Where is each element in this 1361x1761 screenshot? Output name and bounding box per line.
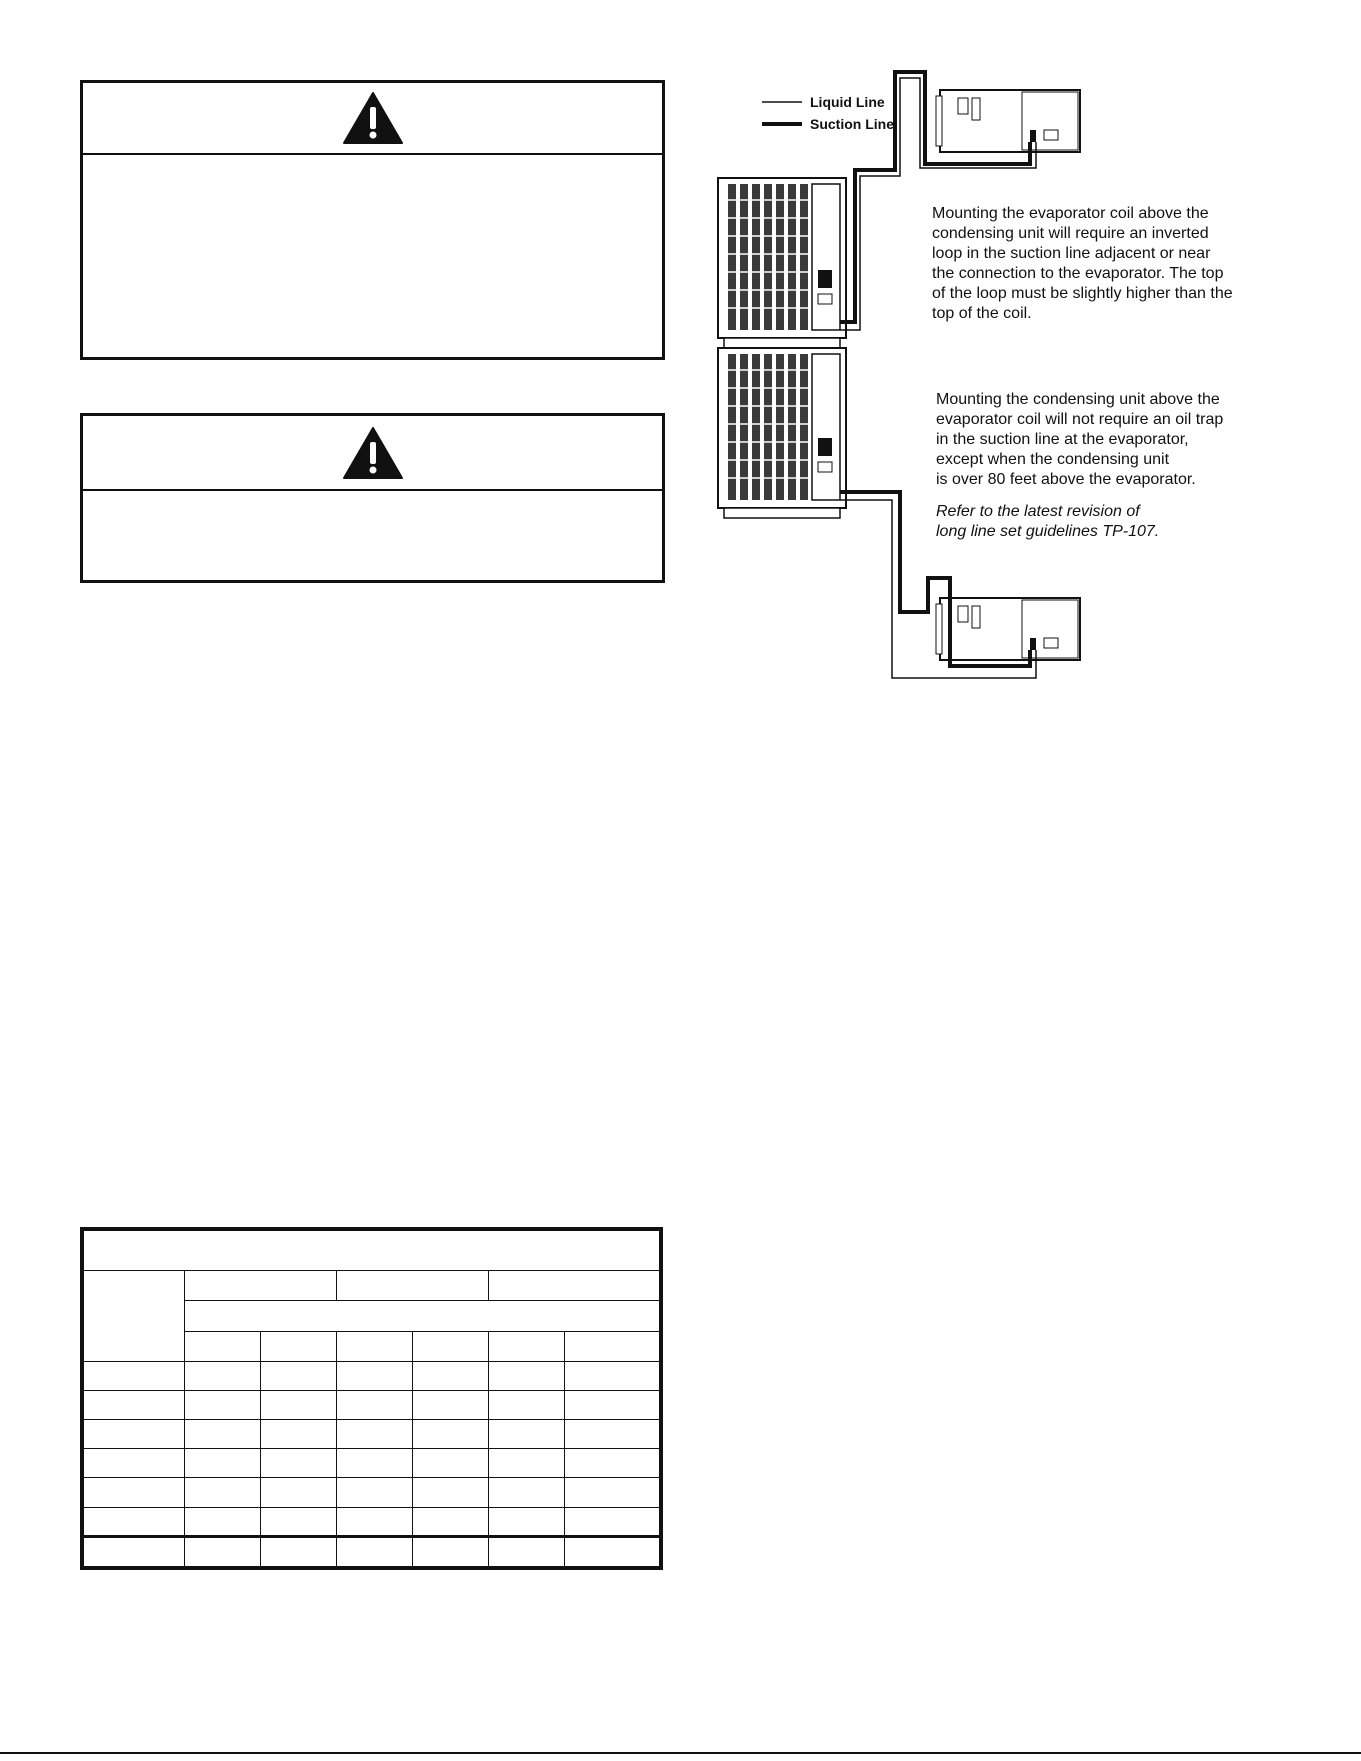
table-cell	[185, 1390, 261, 1419]
evaporator-coil-top	[936, 90, 1080, 152]
table-cell	[84, 1507, 185, 1536]
table-cell	[565, 1507, 660, 1536]
table-row	[84, 1507, 660, 1536]
table-cell	[84, 1361, 185, 1390]
spec-table-grid	[83, 1230, 660, 1567]
table-header-cell	[489, 1271, 660, 1301]
table-cell	[413, 1361, 489, 1390]
table-cell	[185, 1449, 261, 1478]
table-header-cell	[337, 1271, 489, 1301]
table-header-cell	[84, 1271, 185, 1362]
table-cell	[261, 1536, 337, 1566]
table-cell	[489, 1420, 565, 1449]
table-cell	[337, 1536, 413, 1566]
table-row	[84, 1478, 660, 1507]
table-cell	[261, 1449, 337, 1478]
table-cell	[84, 1449, 185, 1478]
condensing-unit-bottom	[718, 348, 846, 518]
table-cell	[185, 1420, 261, 1449]
table-cell	[413, 1449, 489, 1478]
table-cell	[489, 1361, 565, 1390]
table-cell	[261, 1507, 337, 1536]
table-cell	[413, 1507, 489, 1536]
table-cell	[565, 1420, 660, 1449]
table-cell	[185, 1478, 261, 1507]
table-cell	[565, 1390, 660, 1419]
table-cell	[337, 1420, 413, 1449]
table-cell	[84, 1478, 185, 1507]
table-cell	[413, 1390, 489, 1419]
warning-box-2	[80, 413, 665, 583]
table-header-cell	[261, 1331, 337, 1361]
table-cell	[565, 1536, 660, 1566]
legend-suction-line: Suction Line	[810, 116, 894, 132]
table-header-cell	[413, 1331, 489, 1361]
table-cell	[565, 1449, 660, 1478]
table-cell	[337, 1507, 413, 1536]
legend-liquid-line: Liquid Line	[810, 94, 885, 110]
table-cell	[413, 1478, 489, 1507]
table-cell	[489, 1536, 565, 1566]
condensing-unit-top	[718, 178, 846, 348]
evaporator-coil-bottom	[936, 598, 1080, 660]
table-title-row	[84, 1231, 660, 1271]
table-row	[84, 1390, 660, 1419]
spec-table	[80, 1227, 663, 1570]
caption-condenser-above: Mounting the condensing unit above the evaporator coil will not require an oil trap in the suction line at the evaporator, except when the condensing unit is over 80 feet above the evaporator.	[936, 391, 1224, 488]
table-cell	[84, 1420, 185, 1449]
page-bottom-rule	[0, 1752, 1361, 1754]
piping-diagram	[700, 70, 1270, 690]
table-cell	[489, 1478, 565, 1507]
table-row	[84, 1420, 660, 1449]
table-cell	[413, 1536, 489, 1566]
table-cell	[185, 1507, 261, 1536]
table-cell	[261, 1361, 337, 1390]
table-title-cell	[84, 1231, 660, 1271]
table-cell	[337, 1390, 413, 1419]
table-cell	[565, 1478, 660, 1507]
table-cell	[261, 1478, 337, 1507]
warning-triangle-icon	[342, 426, 404, 480]
table-cell	[261, 1420, 337, 1449]
table-cell	[413, 1420, 489, 1449]
warning-header	[83, 83, 662, 155]
table-cell	[337, 1478, 413, 1507]
table-header-cell	[185, 1271, 337, 1301]
table-row	[84, 1449, 660, 1478]
table-cell	[185, 1361, 261, 1390]
table-cell	[565, 1361, 660, 1390]
piping-diagram-graphic	[700, 70, 1270, 690]
table-header-cell	[489, 1331, 565, 1361]
table-cell	[337, 1361, 413, 1390]
table-header-cell	[185, 1301, 660, 1331]
warning-triangle-icon	[342, 91, 404, 145]
table-cell	[489, 1390, 565, 1419]
table-cell	[489, 1507, 565, 1536]
table-cell	[337, 1449, 413, 1478]
caption-long-line-reference: Refer to the latest revision of long line set guidelines TP-107.	[936, 503, 1160, 540]
table-cell	[489, 1449, 565, 1478]
table-row	[84, 1361, 660, 1390]
warning-box-1	[80, 80, 665, 360]
table-header-cell	[185, 1331, 261, 1361]
table-cell	[84, 1390, 185, 1419]
table-row	[84, 1536, 660, 1566]
table-header-cell	[337, 1331, 413, 1361]
table-cell	[261, 1390, 337, 1419]
table-cell	[185, 1536, 261, 1566]
table-header-row	[84, 1271, 660, 1301]
table-header-cell	[565, 1331, 660, 1361]
warning-header	[83, 416, 662, 491]
caption-evaporator-above: Mounting the evaporator coil above the condensing unit will require an inverted loop in the suction line adjacent or near the connection to the evaporator. The top of the loop must be slightly higher than the top of the coil.	[932, 205, 1233, 322]
table-cell	[84, 1536, 185, 1566]
